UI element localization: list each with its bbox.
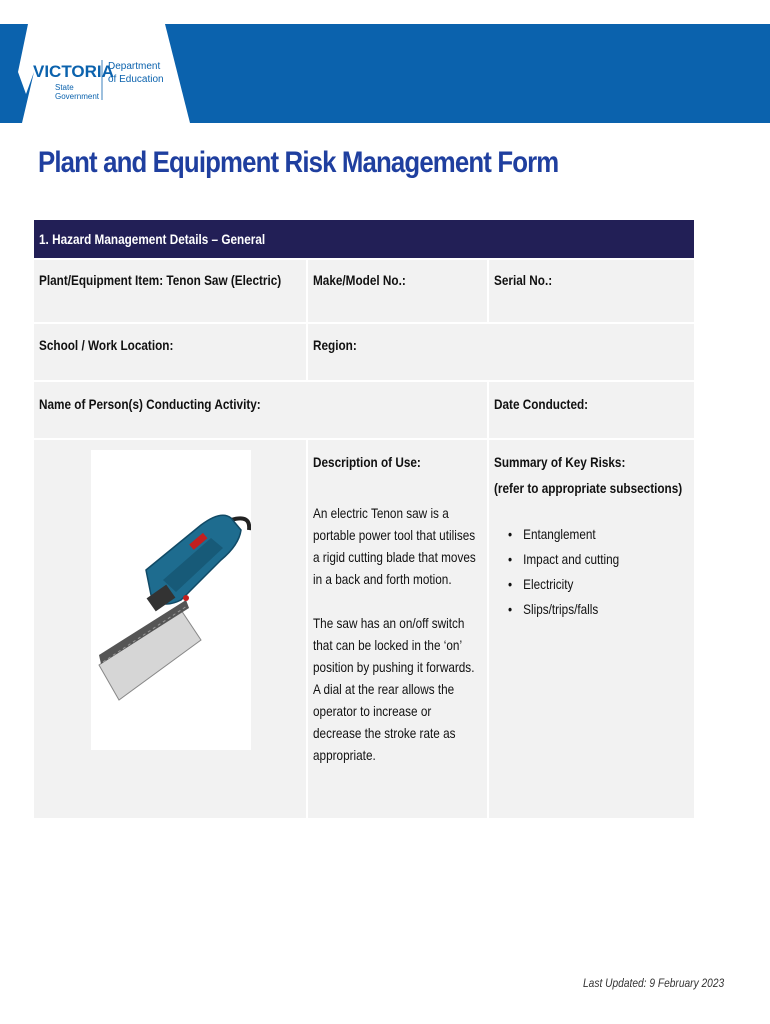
description-text xyxy=(313,502,533,788)
item-cell xyxy=(34,260,306,322)
risk-item: • Entanglement xyxy=(508,526,619,551)
region-label: Region: xyxy=(313,337,357,353)
svg-text:Government: Government xyxy=(55,92,100,101)
risk-item: • Slips/trips/falls xyxy=(508,601,619,626)
region-cell[interactable] xyxy=(308,324,694,380)
section-header xyxy=(34,220,694,258)
description-label: Description of Use: xyxy=(313,454,421,470)
dept-text: Department xyxy=(108,61,161,72)
description-paragraph: The saw has an on/off switch that can be locked in the ‘on’ position by pushing it forwards. A dial at the rear allows the operator to increase or decrease the stroke rate as appropriate. xyxy=(313,615,475,763)
svg-text:State: State xyxy=(55,83,74,92)
make-cell[interactable] xyxy=(308,260,487,322)
risk-item: • Electricity xyxy=(508,576,619,601)
item-label: Plant/Equipment Item: Tenon Saw (Electric) xyxy=(39,272,282,288)
date-label: Date Conducted: xyxy=(494,396,589,412)
last-updated: Last Updated: 9 February 2023 xyxy=(583,976,725,990)
serial-label: Serial No.: xyxy=(494,272,553,288)
serial-cell[interactable] xyxy=(489,260,694,322)
risks-sublabel: (refer to appropriate subsections) xyxy=(494,480,683,496)
page-title: Plant and Equipment Risk Management Form xyxy=(38,146,559,179)
person-label: Name of Person(s) Conducting Activity: xyxy=(39,396,261,412)
tenon-saw-image xyxy=(91,450,251,750)
risk-list xyxy=(508,526,640,626)
school-label: School / Work Location: xyxy=(39,337,174,353)
risk-item: • Impact and cutting xyxy=(508,551,619,576)
details-grid xyxy=(34,258,694,818)
make-label: Make/Model No.: xyxy=(313,272,406,288)
logo-text: VICTORIA xyxy=(33,62,114,81)
svg-text:of Education: of Education xyxy=(108,74,164,85)
header-banner xyxy=(0,24,770,123)
risks-label: Summary of Key Risks: xyxy=(494,454,626,470)
description-paragraph: An electric Tenon saw is a portable power tool that utilises a rigid cutting blade that moves in a back and forth motion. xyxy=(313,505,476,587)
hazard-details-section xyxy=(34,220,694,818)
section-heading: 1. Hazard Management Details – General xyxy=(39,231,266,247)
